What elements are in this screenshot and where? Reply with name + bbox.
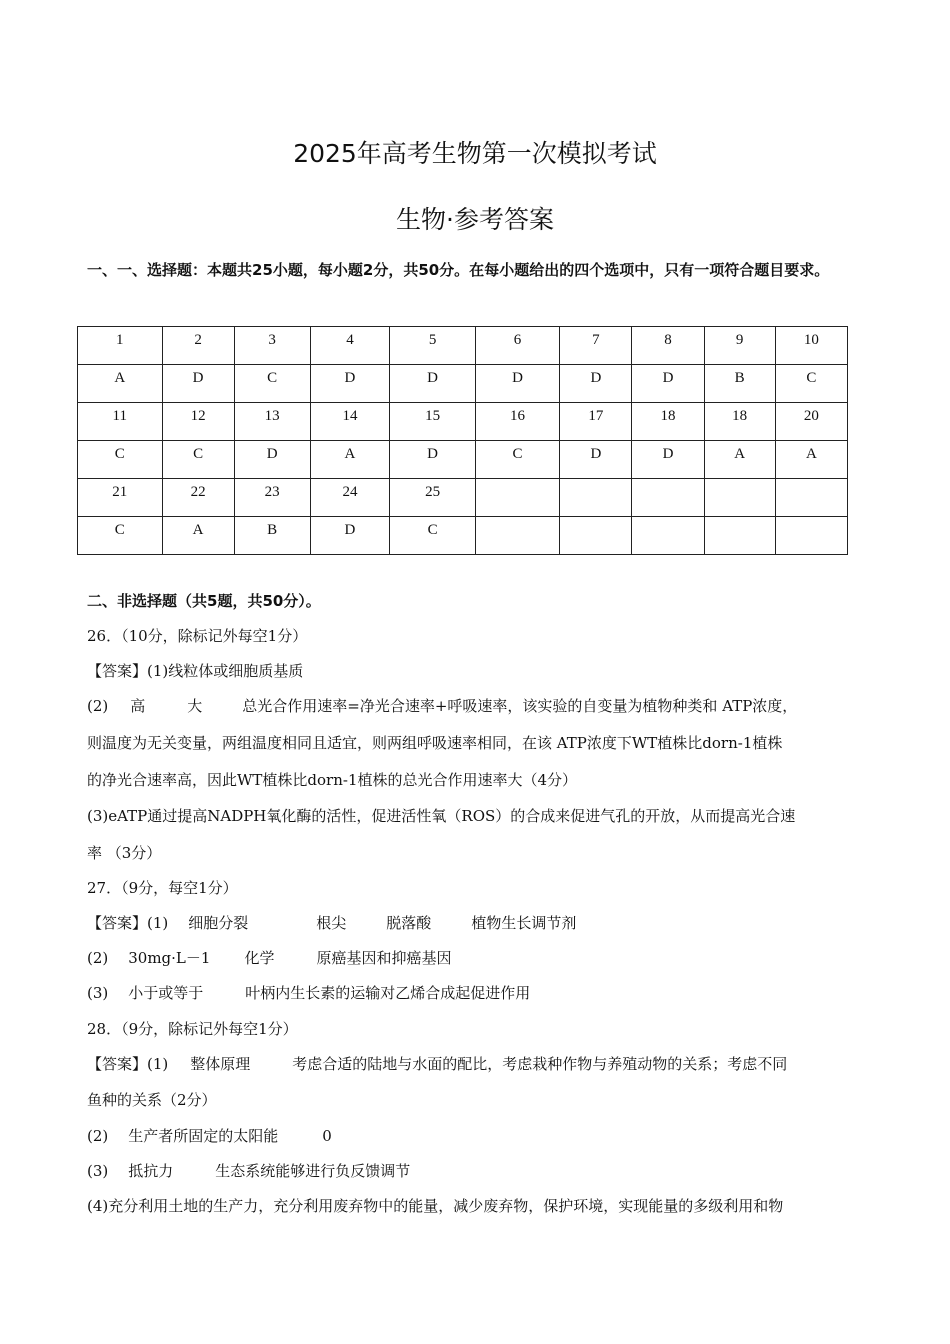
- question-number-cell: 5: [390, 327, 475, 365]
- answer-table-row: [78, 327, 848, 365]
- question-number-cell: [775, 479, 847, 517]
- q26-answer-3-line-2: 率 （3分）: [87, 844, 162, 862]
- q28-a3-blank-1: 抵抗力: [128, 1162, 174, 1180]
- q26-a2-number: (2): [87, 697, 109, 715]
- question-number-cell: 6: [475, 327, 560, 365]
- question-number-cell: 21: [78, 479, 163, 517]
- answer-table: [77, 326, 848, 555]
- answer-cell: C: [162, 441, 234, 479]
- question-number-cell: 4: [310, 327, 390, 365]
- question-number-cell: 3: [234, 327, 310, 365]
- q26-heading: 26．（10分，除标记外每空1分）: [87, 627, 308, 645]
- question-number-cell: 9: [704, 327, 775, 365]
- answer-tag: 【答案】: [87, 1055, 148, 1073]
- answer-cell: D: [632, 441, 704, 479]
- question-number-cell: [560, 479, 632, 517]
- q28-answer-1-line-2: 鱼种的关系（2分）: [87, 1091, 217, 1109]
- q28-answer-1: [87, 1053, 877, 1074]
- q27-a3-blank-2: 叶柄内生长素的运输对乙烯合成起促进作用: [245, 984, 531, 1002]
- answer-cell: D: [390, 441, 475, 479]
- question-number-cell: 25: [390, 479, 475, 517]
- q27-a1-blank-4: 植物生长调节剂: [471, 914, 577, 932]
- q28-answer-4: (4)充分利用土地的生产力，充分利用废弃物中的能量，减少废弃物，保护环境，实现能量的多级利用和物: [87, 1197, 784, 1215]
- q27-a1-blank-2: 根尖: [316, 914, 347, 932]
- answer-cell: [475, 517, 560, 555]
- q26-answer-1: [87, 660, 877, 681]
- q26-answer-2: [87, 695, 877, 716]
- q28-a1-blank-1: 整体原理: [190, 1055, 251, 1073]
- answer-cell: [775, 517, 847, 555]
- q26-answer-3-line-1: (3)eATP通过提高NADPH氧化酶的活性，促进活性氧（ROS）的合成来促进气孔的开放，从而提高光合速: [87, 807, 796, 825]
- answer-cell: B: [234, 517, 310, 555]
- answer-table-row: [78, 517, 848, 555]
- question-number-cell: 10: [775, 327, 847, 365]
- question-number-cell: [704, 479, 775, 517]
- answer-cell: A: [78, 365, 163, 403]
- answer-cell: D: [560, 441, 632, 479]
- answer-cell: C: [234, 365, 310, 403]
- question-number-cell: 18: [704, 403, 775, 441]
- q27-heading: 27．（9分，每空1分）: [87, 879, 238, 897]
- question-number-cell: 23: [234, 479, 310, 517]
- answer-table-row: [78, 403, 848, 441]
- question-number-cell: 22: [162, 479, 234, 517]
- question-number-cell: 17: [560, 403, 632, 441]
- q28-a3-blank-2: 生态系统能够进行负反馈调节: [215, 1162, 411, 1180]
- question-number-cell: 14: [310, 403, 390, 441]
- q28-a1-number: (1): [147, 1055, 169, 1073]
- q27-a2-number: (2): [87, 949, 109, 967]
- question-number-cell: 20: [775, 403, 847, 441]
- answer-cell: A: [704, 441, 775, 479]
- question-number-cell: 15: [390, 403, 475, 441]
- question-number-cell: 13: [234, 403, 310, 441]
- answer-cell: C: [775, 365, 847, 403]
- q27-answer-2: [87, 947, 877, 968]
- section-2-heading: 二、非选择题（共5题，共50分）。: [87, 592, 321, 610]
- answer-cell: D: [234, 441, 310, 479]
- q27-a2-blank-3: 原癌基因和抑癌基因: [316, 949, 452, 967]
- answer-cell: C: [475, 441, 560, 479]
- q26-a2-blank-1: 高: [130, 697, 146, 715]
- answer-cell: [704, 517, 775, 555]
- answer-tag: 【答案】: [87, 662, 148, 680]
- question-number-cell: 11: [78, 403, 163, 441]
- question-number-cell: 24: [310, 479, 390, 517]
- answer-cell: A: [310, 441, 390, 479]
- question-number-cell: [632, 479, 704, 517]
- q26-answer-2-line-3: 的净光合速率高，因此WT植株比dorn-1植株的总光合作用速率大（4分）: [87, 771, 578, 789]
- question-number-cell: 2: [162, 327, 234, 365]
- answer-table-row: [78, 479, 848, 517]
- q26-a2-blank-2: 大: [187, 697, 203, 715]
- answer-table-row: [78, 365, 848, 403]
- answer-cell: D: [310, 517, 390, 555]
- answer-tag: 【答案】: [87, 914, 148, 932]
- answer-table-row: [78, 441, 848, 479]
- answer-cell: D: [310, 365, 390, 403]
- q27-a2-blank-2: 化学: [244, 949, 275, 967]
- question-number-cell: 1: [78, 327, 163, 365]
- q28-a2-blank-2: 0: [322, 1127, 332, 1145]
- answer-cell: A: [162, 517, 234, 555]
- question-number-cell: [475, 479, 560, 517]
- question-number-cell: 12: [162, 403, 234, 441]
- q28-answer-2: [87, 1125, 877, 1146]
- q27-a1-blank-3: 脱落酸: [386, 914, 432, 932]
- q28-heading: 28．（9分，除标记外每空1分）: [87, 1020, 298, 1038]
- answer-cell: D: [162, 365, 234, 403]
- q28-a3-number: (3): [87, 1162, 109, 1180]
- document-title: 2025年高考生物第一次模拟考试: [293, 139, 657, 168]
- question-number-cell: 7: [560, 327, 632, 365]
- q27-a1-number: (1): [147, 914, 169, 932]
- question-number-cell: 8: [632, 327, 704, 365]
- answer-cell: [560, 517, 632, 555]
- answer-cell: D: [475, 365, 560, 403]
- q26-a2-blank-3: 总光合作用速率=净光合速率+呼吸速率，该实验的自变量为植物种类和 ATP浓度，: [242, 697, 798, 715]
- q26-a1-text: (1)线粒体或细胞质基质: [147, 662, 304, 680]
- answer-cell: C: [390, 517, 475, 555]
- q27-a3-number: (3): [87, 984, 109, 1002]
- q27-answer-3: [87, 982, 877, 1003]
- document-subtitle: 生物·参考答案: [396, 205, 554, 234]
- answer-cell: C: [78, 441, 163, 479]
- question-number-cell: 18: [632, 403, 704, 441]
- section-1-heading: 一、一、选择题：本题共25小题，每小题2分，共50分。在每小题给出的四个选项中，只有一项符合题目要求。: [87, 261, 830, 279]
- answer-cell: D: [560, 365, 632, 403]
- answer-cell: [632, 517, 704, 555]
- answer-cell: A: [775, 441, 847, 479]
- answer-cell: D: [632, 365, 704, 403]
- q27-a2-blank-1: 30mg·L－1: [128, 949, 211, 967]
- question-number-cell: 16: [475, 403, 560, 441]
- q28-answer-3: [87, 1160, 877, 1181]
- answer-cell: D: [390, 365, 475, 403]
- q28-a2-blank-1: 生产者所固定的太阳能: [128, 1127, 279, 1145]
- q28-a1-blank-2: 考虑合适的陆地与水面的配比，考虑栽种作物与养殖动物的关系；考虑不同: [292, 1055, 788, 1073]
- q27-answer-1: [87, 912, 877, 933]
- answer-cell: C: [78, 517, 163, 555]
- q28-a2-number: (2): [87, 1127, 109, 1145]
- q26-answer-2-line-2: 则温度为无关变量，两组温度相同且适宜，则两组呼吸速率相同，在该 ATP浓度下WT植株比dorn-1植株: [87, 734, 783, 752]
- q27-a3-blank-1: 小于或等于: [128, 984, 204, 1002]
- q27-a1-blank-1: 细胞分裂: [188, 914, 249, 932]
- answer-cell: B: [704, 365, 775, 403]
